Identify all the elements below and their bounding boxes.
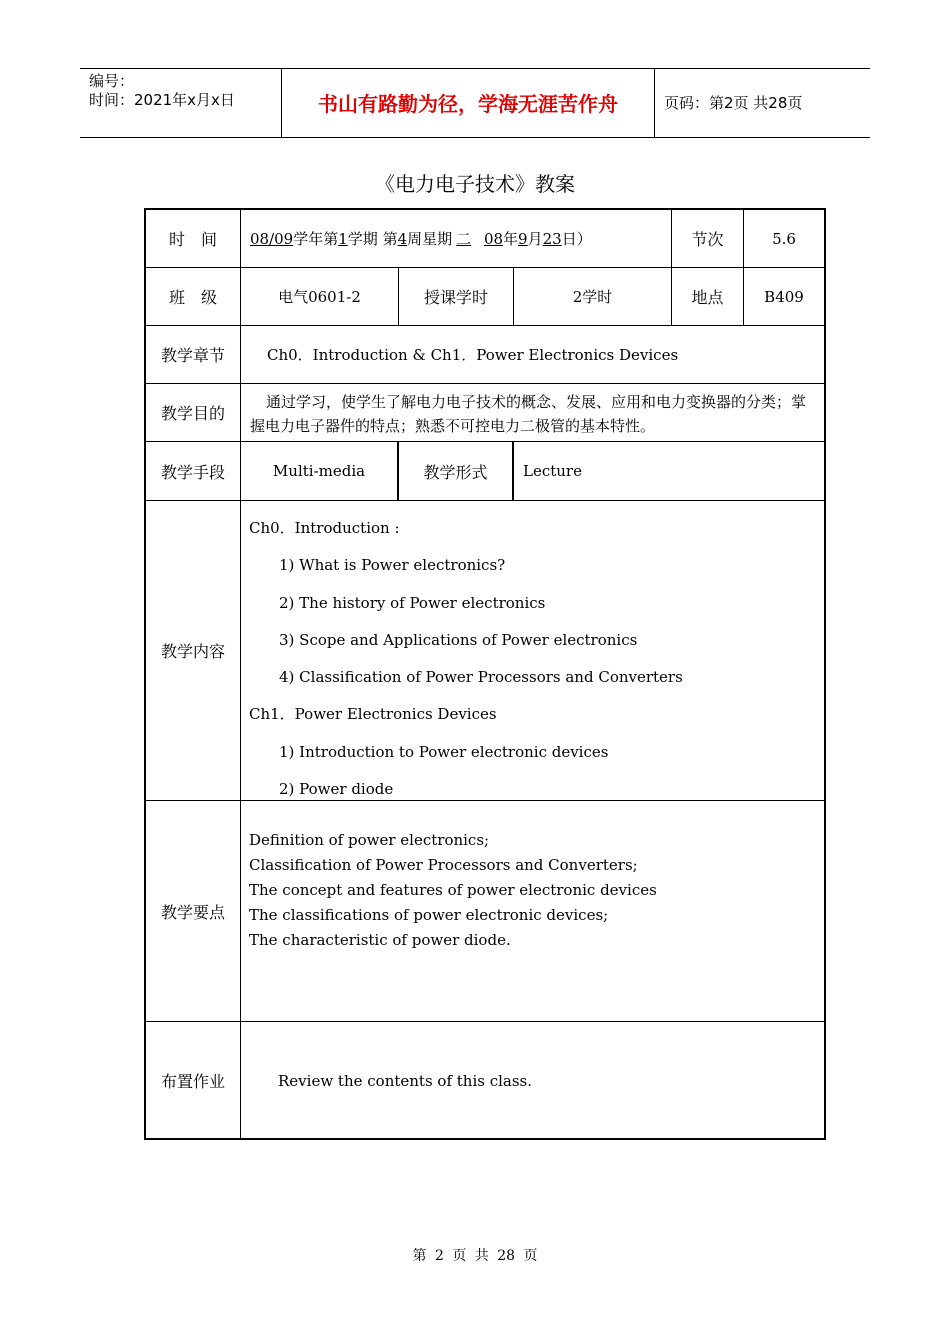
- form-value: Lecture: [523, 462, 582, 480]
- list-item: Ch0．Introduction :: [249, 519, 400, 537]
- purpose-label-cell: [146, 384, 241, 442]
- purpose-value: 通过学习，使学生了解电力电子技术的概念、发展、应用和电力变换器的分类；掌握电力电子器件的特点；熟悉不可控电力二极管的基本特性。: [250, 393, 807, 435]
- chapter-value: Ch0．Introduction & Ch1．Power Electronics Devices: [267, 346, 679, 364]
- footer-text: 共: [474, 1248, 489, 1264]
- list-item: Ch1．Power Electronics Devices: [249, 705, 497, 724]
- list-item: Classification of Power Processors and Converters;: [249, 856, 638, 874]
- key-points-value-cell: [241, 801, 824, 1022]
- place-value-cell: [744, 268, 824, 326]
- chapter-label: 教学章节: [160, 346, 225, 365]
- chapter-label-cell: [146, 326, 241, 384]
- time-label: 时间：2021年x月x日: [89, 91, 235, 109]
- means-label: 教学手段: [160, 462, 225, 482]
- header-page-cell: [655, 69, 870, 137]
- homework-label: 布置作业: [160, 1071, 225, 1091]
- footer-text: 页: [452, 1248, 467, 1264]
- class-value-cell: [241, 268, 399, 326]
- list-item: 2) The history of Power electronics: [279, 593, 546, 612]
- key-points-label-cell: [146, 801, 241, 1022]
- list-item: The classifications of power electronic devices;: [249, 906, 609, 924]
- content-label-cell: [146, 501, 241, 801]
- list-item: The characteristic of power diode.: [249, 931, 511, 949]
- hours-value: 2学时: [572, 288, 613, 306]
- place-value: B409: [764, 287, 804, 306]
- session-value: 5.6: [772, 229, 796, 248]
- time-text: 日）: [561, 230, 592, 248]
- class-label: 班 级: [168, 288, 217, 307]
- means-label-cell: [146, 442, 241, 501]
- content-list: [249, 517, 683, 815]
- serial-label: 编号：: [89, 72, 135, 90]
- place-label: 地点: [691, 288, 724, 307]
- time-text: 学年第: [293, 230, 339, 248]
- weekday: 二: [456, 230, 472, 248]
- semester: 1: [338, 230, 348, 248]
- page-number-label: 页码：第2页 共28页: [664, 94, 803, 112]
- key-points-list: [249, 828, 657, 953]
- hours-label: 授课学时: [423, 288, 488, 307]
- time-text: 月: [527, 230, 543, 248]
- list-item: 2) Power diode: [279, 780, 394, 799]
- chapter-value-cell: [241, 326, 824, 384]
- hours-value-cell: [514, 268, 672, 326]
- date-year: 08: [483, 230, 504, 248]
- session-label-cell: [672, 210, 744, 268]
- page-footer: [0, 1246, 950, 1266]
- purpose-label: 教学目的: [160, 404, 225, 423]
- form-label-cell: [399, 442, 514, 501]
- homework-label-cell: [146, 1022, 241, 1138]
- list-item: 1) What is Power electronics?: [279, 556, 506, 575]
- session-value-cell: [744, 210, 824, 268]
- time-label: 时 间: [168, 230, 217, 249]
- footer-total-pages: 28: [497, 1248, 516, 1264]
- date-month: 9: [518, 230, 528, 248]
- content-label: 教学内容: [160, 642, 225, 661]
- list-item: The concept and features of power electronic devices: [249, 881, 657, 899]
- header-meta-cell: [80, 69, 282, 137]
- purpose-value-cell: [241, 384, 824, 442]
- header-motto-cell: [282, 69, 655, 137]
- list-item: 4) Classification of Power Processors and Converters: [279, 668, 683, 687]
- key-points-label: 教学要点: [160, 902, 225, 922]
- means-value-cell: [241, 442, 399, 501]
- motto: 书山有路勤为径，学海无涯苦作舟: [318, 92, 618, 116]
- class-label-cell: [146, 268, 241, 326]
- week: 4: [397, 230, 408, 248]
- homework-value-cell: [241, 1022, 824, 1138]
- time-value-cell: [241, 210, 672, 268]
- footer-page-number: 2: [434, 1248, 444, 1264]
- time-text: 学期 第: [347, 230, 398, 248]
- time-text: 年: [503, 230, 519, 248]
- lesson-plan-table: [144, 208, 826, 1140]
- content-value-cell: [241, 501, 824, 801]
- date-day: 23: [542, 230, 562, 248]
- time-value: [241, 228, 592, 249]
- page-header: [80, 68, 870, 138]
- list-item: 1) Introduction to Power electronic devices: [279, 742, 609, 761]
- class-value: 电气0601-2: [278, 288, 361, 306]
- session-label: 节次: [691, 230, 724, 249]
- academic-year: 08/09: [250, 230, 294, 248]
- time-text: 周星期: [407, 230, 453, 248]
- hours-label-cell: [399, 268, 514, 326]
- place-label-cell: [672, 268, 744, 326]
- homework-value: Review the contents of this class.: [278, 1072, 533, 1090]
- document-title: 《电力电子技术》教案: [375, 172, 575, 196]
- time-label-cell: [146, 210, 241, 268]
- footer-text: 第: [412, 1248, 427, 1264]
- form-label: 教学形式: [423, 462, 488, 482]
- means-value: Multi-media: [272, 462, 366, 480]
- list-item: 3) Scope and Applications of Power electronics: [279, 630, 638, 649]
- list-item: Definition of power electronics;: [249, 831, 490, 849]
- form-value-cell: [514, 442, 824, 501]
- footer-text: 页: [523, 1248, 538, 1264]
